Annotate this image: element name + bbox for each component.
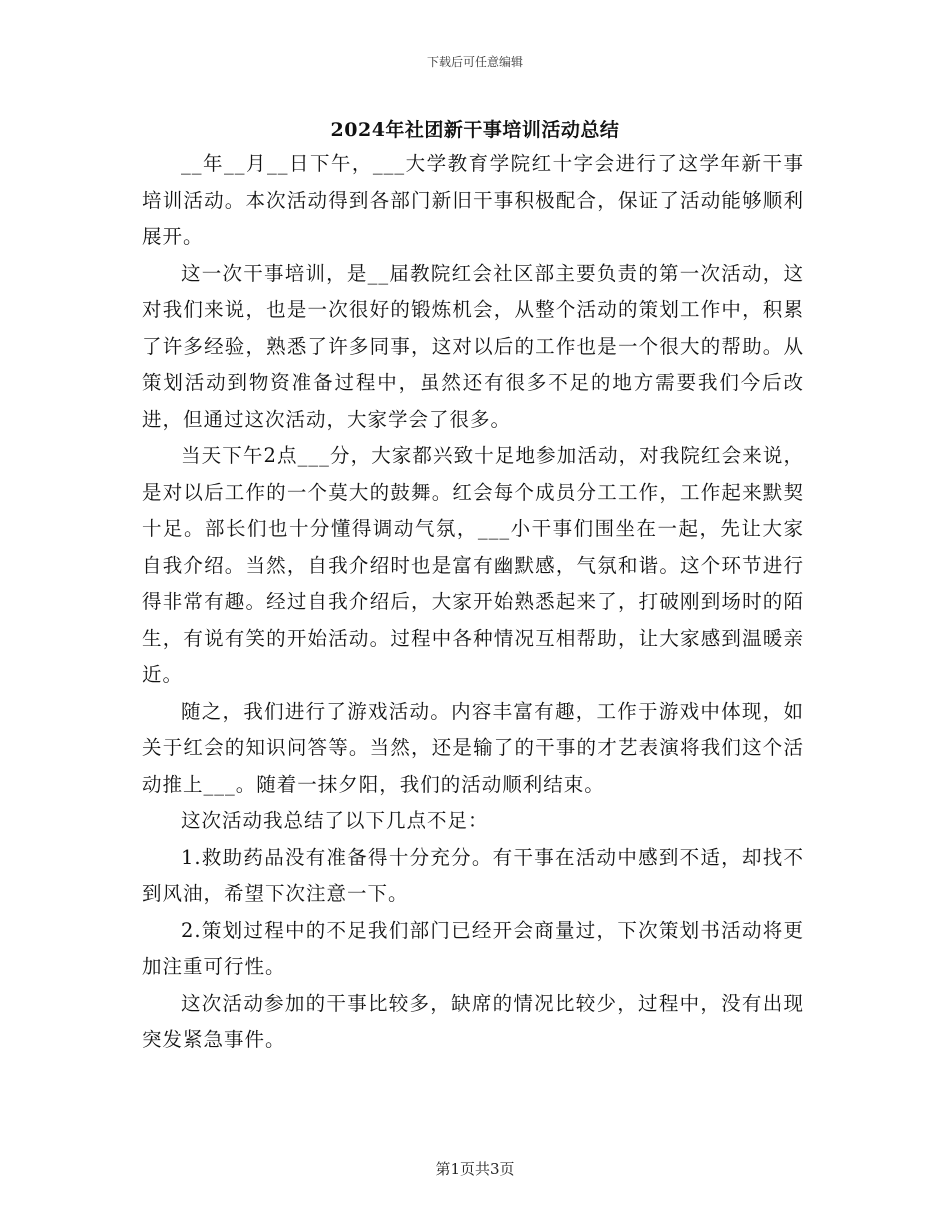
list-item: 1.救助药品没有准备得十分充分。有干事在活动中感到不适，却找不到风油，希望下次注意一下。 [142,845,804,905]
paragraph: 这一次干事培训，是__届教院红会社区部主要负责的第一次活动，这对我们来说，也是一次很好的锻炼机会，从整个活动的策划工作中，积累了许多经验，熟悉了许多同事，这对以后的工作也是一个很大的帮助。从策划活动到物资准备过程中，虽然还有很多不足的地方需要我们今后改进，但通过这次活动，大家学会了很多。 [142,261,804,431]
document-title: 2024年社团新干事培训活动总结 [330,119,620,141]
page-number: 第1页共3页 [435,1160,515,1178]
header-note: 下载后可任意编辑 [426,55,523,69]
paragraph: __年__月__日下午，___大学教育学院红十字会进行了这学年新干事培训活动。本次活动得到各部门新旧干事积极配合，保证了活动能够顺利展开。 [142,152,804,248]
paragraph: 这次活动我总结了以下几点不足： [181,809,489,832]
list-item: 2.策划过程中的不足我们部门已经开会商量过，下次策划书活动将更加注重可行性。 [142,918,804,978]
paragraph: 随之，我们进行了游戏活动。内容丰富有趣，工作于游戏中体现，如关于红会的知识问答等。当然，还是输了的干事的才艺表演将我们这个活动推上___。随着一抹夕阳，我们的活动顺利结束。 [142,699,804,796]
document-body [142,146,804,1059]
paragraph: 当天下午2点___分，大家都兴致十足地参加活动，对我院红会来说，是对以后工作的一个莫大的鼓舞。红会每个成员分工工作，工作起来默契十足。部长们也十分懂得调动气氛，___小干事们围坐在一起，先让大家自我介绍。当然，自我介绍时也是富有幽默感，气氛和谐。这个环节进行得非常有趣。经过自我介绍后，大家开始熟悉起来了，打破刚到场时的陌生，有说有笑的开始活动。过程中各种情况互相帮助，让大家感到温暖亲近。 [142,444,804,686]
paragraph: 这次活动参加的干事比较多，缺席的情况比较少，过程中，没有出现突发紧急事件。 [142,991,804,1051]
